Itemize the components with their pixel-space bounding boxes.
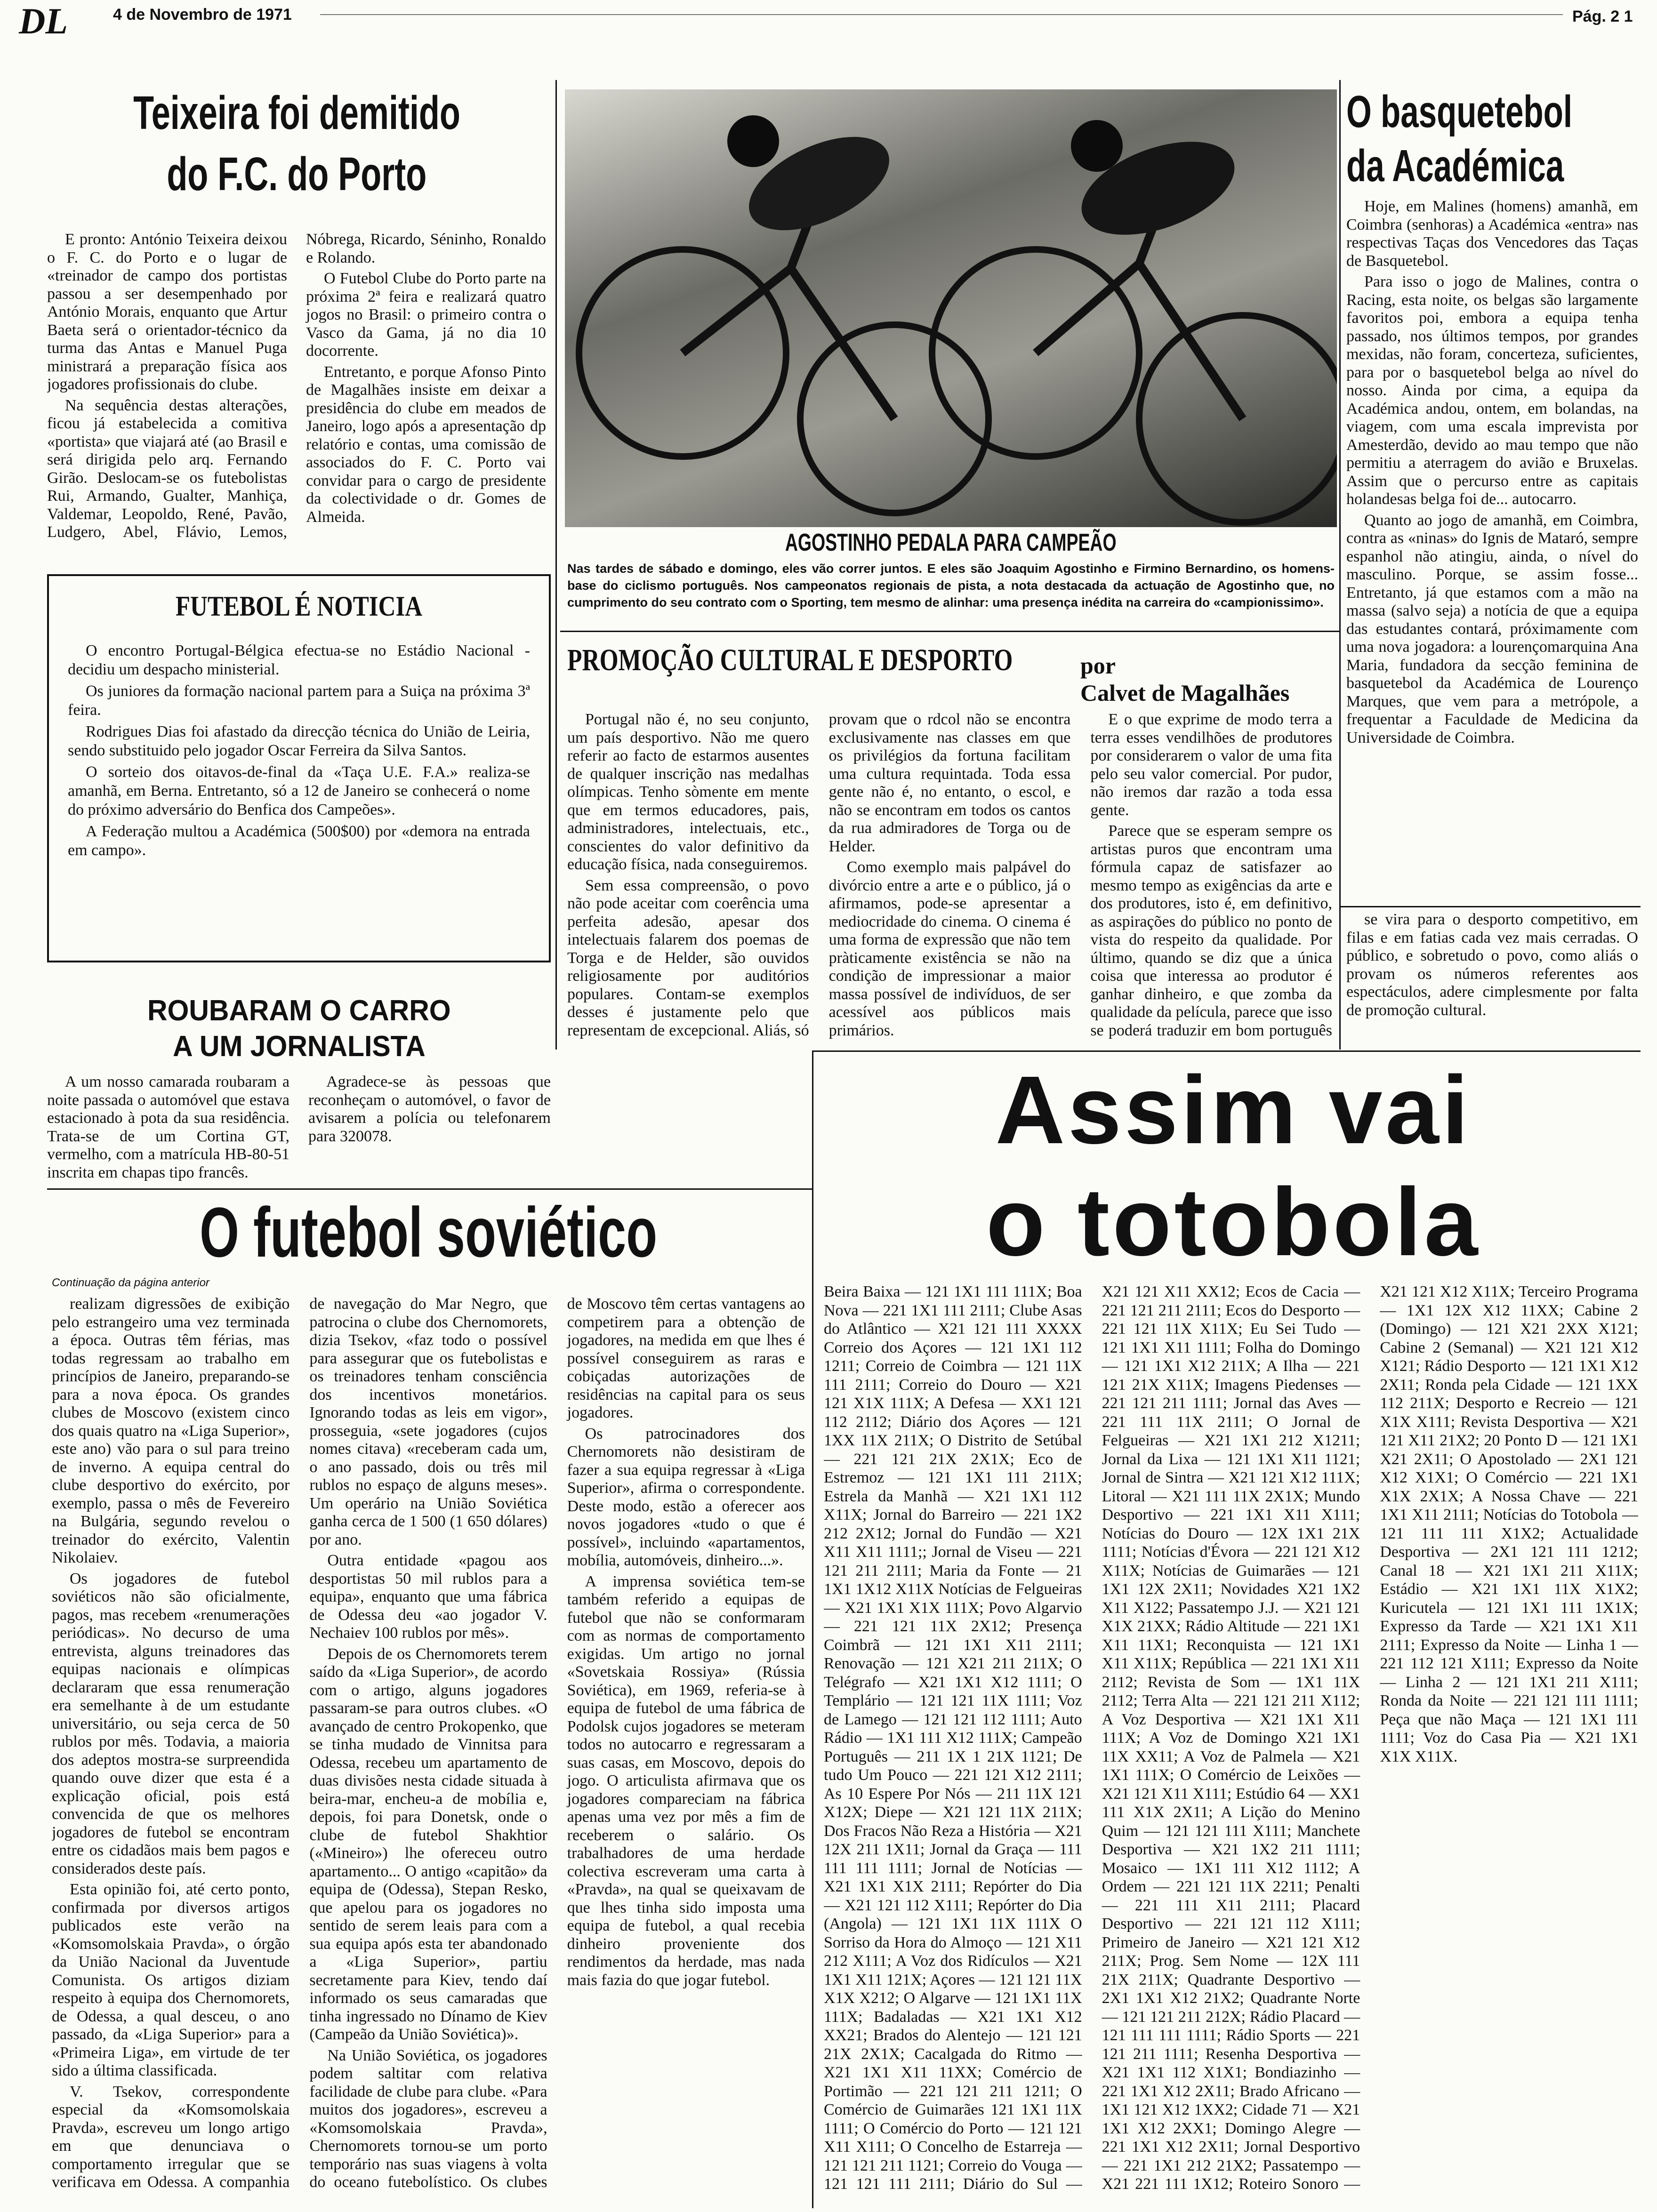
promocao-headline: PROMOÇÃO CULTURAL E DESPORTO xyxy=(567,643,1013,677)
paragraph: Como exemplo mais palpável do divórcio entre a arte e o público, já o afirmamos, pode-se apresentar a mediocridade do cinema. O cinema é uma forma de expressão que não tem pràticamente existência se não na condição de impressionar a maior massa possível de indivíduos, de ser acessível aos públicos mais primários. xyxy=(828,858,1071,1039)
news-items xyxy=(68,641,530,943)
paragraph: Outra entidade «pagou aos desportistas 50 mil rublos para a equipa», enquanto que uma fábrica de Odessa deu «ao jogador V. Nechaiev 100 rublos por mês». xyxy=(309,1552,547,1642)
article-roubaram xyxy=(47,993,551,1184)
paragraph: Os juniores da formação nacional partem para a Suiça na próxima 3ª feira. xyxy=(68,682,530,719)
section-rule xyxy=(1339,906,1641,907)
headline: da Académica xyxy=(1346,141,1564,191)
cyclists-photo xyxy=(565,89,1337,527)
byline xyxy=(1080,652,1335,706)
cyclists-image xyxy=(565,89,1337,527)
article-teixeira xyxy=(47,75,546,565)
column-rule xyxy=(812,1050,813,2208)
byline-por: por xyxy=(1080,652,1116,679)
section-rule xyxy=(560,631,1339,632)
paragraph: O sorteio dos oitavos-de-final da «Taça U.E. F.A.» realiza-se amanhã, em Berna. Entretanto, só a 12 de Janeiro se conhecerá o nome do próximo adversário do Benfica dos Campeões». xyxy=(68,763,530,818)
paragraph: O Futebol Clube do Porto parte na próxima 2ª feira e realizará quatro jogos no Brasil: o primeiro contra o Vasco da Gama, já no dia 10 docorrente. xyxy=(306,270,546,360)
paragraph: Os patrocinadores dos Chernomorets não desistiram de fazer a sua equipa regressar à «Liga Superior», afirma o correspondente. Deste modo, estão a oferecer aos novos jogadores «tudo o que é possível», incluindo «apartamentos, mobília, automóveis, dinheiro...». xyxy=(567,1425,805,1569)
sovietico-headline: O futebol soviético xyxy=(199,1193,658,1272)
headline-line-2: o totobola xyxy=(986,1168,1481,1276)
paragraph: E pronto: António Teixeira deixou o F. C. do Porto e o lugar de «treinador de campo dos portistas passou a ser desempenhado por António Morais, enquanto que Artur Baeta será o orientador-técnico da turma das Antas e Manuel Puga ministrará a preparação física aos jogadores profissionais do clube. xyxy=(47,231,287,393)
paragraph: realizam digressões de exibição pelo estrangeiro uma vez terminada a época. Outras têm férias, mas todas regressam ao trabalho em princípios de Janeiro, preparando-se para a nova época. Os grandes clubes de Moscovo (existem cinco dos quais quatro na «Liga Superior», este ano) vão para o sul para treino de inverno. A equipa central do clube desportivo do exército, por exemplo, passa o mês de Fevereiro na Bulgária, segundo revelou o treinador do exército, Valentin Nikolaiev. xyxy=(52,1295,290,1566)
promocao-continuation: se vira para o desporto competitivo, em filas e em fatias cada vez mais cerradas. O público, e sobretudo o povo, como aliás o provam os números referentes aos espectáculos, adere cimplesmente por falta de promoção cultural. xyxy=(1346,911,1638,1019)
section-rule xyxy=(47,1188,812,1190)
photo-caption: Nas tardes de sábado e domingo, eles vão correr juntos. E eles são Joaquim Agostinho e Firmino Bernardino, os homens-base do ciclismo português. Nos campeonatos regionais de pista, a nota destacada da actuação de Agostinho que, no cumprimento do seu contrato com o Sporting, tem mesmo de alinhar: uma presença inédita na carreira do «campionissimo». xyxy=(567,561,1335,609)
byline-author: Calvet de Magalhães xyxy=(1080,680,1290,706)
paragraph: Na União Soviética, os jogadores podem saltitar com relativa facilidade de clube para clube. «Para muitos dos jogadores», escreveu a «Komsomolskaia Pravda», Chernomorets tornou-se um porto temporário nas suas viagens à volta do oceano futebolístico. Os clubes de Moscovo têm certas vantagens ao competirem para a obtenção de jogadores, na medida em que lhes é possível conseguirem as raras e cobiçadas autorizações de residências na capital para os seus jogadores. xyxy=(309,1295,805,2191)
sovietico-body xyxy=(52,1295,805,2207)
paragraph: E o que exprime de modo terra a terra esses vendilhões de produtores por considerarem o valor de uma fita pelo seu valor comercial. Por pudor, não iremos dar razão a toda essa gente. xyxy=(1090,711,1332,819)
continuation-label: Continuação da página anterior xyxy=(52,1276,209,1289)
article-basquetebol xyxy=(1346,85,1638,904)
paragraph: A Federação multou a Académica (500$00) por «demora na entrada em campo». xyxy=(68,823,530,859)
paragraph: Para isso o jogo de Malines, contra o Racing, esta noite, os belgas são largamente favoritos poi, embora a equipa tenha passado, nos últimos tempos, por grandes mexidas, não foram, concerteza, suficientes, para por o basquetebol belga ao nível do nosso. Ainda por cima, a equipa da Académica andou, ontem, em bolandas, na viagem, com uma escala imprevista por Amesterdão, devido ao mau tempo que não permitiu a aterragem do avião e Bruxelas. Assim que o percurso entre as capitais holandesas belga foi de... autocarro. xyxy=(1346,273,1638,508)
totobola-headline xyxy=(819,1054,1648,1278)
paragraph: Agradece-se às pessoas que reconheçam o automóvel, o favor de avisarem a polícia ou telefonarem para 320078. xyxy=(308,1073,551,1145)
box-title: FUTEBOL É NOTICIA xyxy=(175,591,423,622)
paragraph: Portugal não é, no seu conjunto, um país desportivo. Não me quero referir ao facto de estarmos ausentes de qualquer inscrição nas medalhas olímpicas. Tenho sòmente em mente que em termos educadores, pais, administradores, intelectuais, etc., conscientes do valor definitivo da educação física, nada conseguiremos. xyxy=(567,711,809,873)
column-rule xyxy=(1339,80,1341,1050)
headline: ROUBARAM O CARRO xyxy=(147,994,451,1027)
headline: A UM JORNALISTA xyxy=(172,1030,426,1063)
promocao-body xyxy=(567,711,1332,1047)
totobola-results: Beira Baixa — 121 1X1 111 111X; Boa Nova — 221 1X1 111 2111; Clube Asas do Atlântico — X21 121 111 XXXX Correio dos Açores — 121 1X1 112 1211; Correio de Coimbra — 121 11X 111 2111; Correio do Douro — X21 121 X1X 111X; A Defesa — XX1 121 112 2112; Diário dos Açores — 121 1XX 11X 211X; O Distrito de Setúbal — 221 121 21X 2X1X; Eco de Estremoz — 121 1X1 111 211X; Estrela da Manhã — X21 1X1 112 X11X; Jornal do Barreiro — 221 1X2 212 2X12; Jornal do Fundão — X21 X11 X11 1111;; Jornal de Viseu — 221 121 211 2111; Maria da Fonte — 21 1X1 1X12 X11X Notícias de Felgueiras — X21 1X1 X1X 111X; Povo Algarvio — 221 121 11X 2X12; Presença Coimbrã — 121 1X1 X11 2111; Renovação — 121 X21 211 211X; O Telégrafo — X21 1X1 X12 1111; O Templário — 121 121 11X 1111; Voz de Lamego — 121 121 112 1111; Auto Rádio — 1X1 111 X12 111X; Campeão Português — 211 1X 1 21X 1121; De tudo Um Pouco — 221 121 X12 2111; As 10 Espere Por Nós — 211 11X 121 X12X; Diepe — X21 121 11X 211X; Dos Fracos Não Reza a História — X21 12X 211 1X11; Jornal da Graça — 111 111 111 1111; Jornal de Notícias — X21 1X1 X1X 2111; Repórter do Dia — X21 121 112 X111; Repórter do Dia (Angola) — 121 1X1 11X 111X O Sorriso da Hora do Almoço — 121 X11 212 X111; A Voz dos Ridículos — X21 1X1 X11 121X; Açores — 121 121 11X X1X X212; O Algarve — 121 1X1 11X 111X; Badaladas — X21 1X1 X12 XX21; Brados do Alentejo — 121 121 21X 2X1X; Cacalgada do Ritmo — X21 1X1 X11 11XX; Comércio de Portimão — 221 121 211 1211; O Comércio de Guimarães 121 1X1 11X 1111; O Comércio do Porto — 121 121 X11 X111; O Concelho de Estarreja — 121 121 211 1121; Correio do Vouga — 121 121 111 2111; Diário do Sul — X21 121 X11 XX12; Ecos de Cacia — 221 121 211 2111; Ecos do Desporto — 221 121 11X X11X; Eu Sei Tudo — 121 1X1 X11 1111; Folha do Domingo — 121 1X1 X12 211X; A Ilha — 221 121 21X X11X; Imagens Piedenses — 221 121 211 1111; Jornal das Aves — 221 111 11X 2111; O Jornal de Felgueiras — X21 1X1 212 X1211; Jornal da Lixa — 121 1X1 X11 1121; Jornal de Sintra — X21 121 X12 111X; Litoral — X21 111 11X 2X1X; Mundo Desportivo — 221 1X1 X11 X111; Notícias do Douro — 12X 1X1 21X 1111; Notícias d'Évora — 221 121 X12 X11X; Notícias de Guimarães — 121 1X1 12X 2X11; Novidades X21 1X2 X11 X122; Passatempo J.J. — X21 121 X1X 21XX; Rádio Altitude — 221 1X1 X11 11X1; Reconquista — 121 1X1 X11 X11X; República — 221 1X1 X11 2112; Revista de Som — 1X1 11X 2112; Terra Alta — 221 121 211 X112; A Voz Desportiva — X21 1X1 X11 111X; A Voz de Domingo X21 1X1 11X XX11; A Voz de Palmela — X21 1X1 111X; O Comércio de Leixões — X21 121 X11 X111; Estúdio 64 — XX1 111 X1X 2X11; A Lição do Menino Quim — 121 121 111 X111; Manchete Desportiva — X21 1X2 211 1111; Mosaico — 1X1 111 X12 1112; A Ordem — 221 121 11X 2211; Penalti — 221 111 X11 2111; Placard Desportivo — 221 121 112 X111; Primeiro de Janeiro — X21 121 X12 211X; Prog. Sem Nome — 12X 111 21X 211X; Quadrante Desportivo — 2X1 1X1 X12 21X2; Quadrante Norte — 121 121 211 212X; Rádio Placard — 121 111 111 1111; Rádio Sports — 221 121 211 1111; Resenha Desportiva — X21 1X1 112 X1X1; Bondiazinho — 221 1X1 X12 2X11; Brado Africano — 1X1 121 X12 1XX2; Cidade 71 — X21 1X1 X12 2XX1; Domingo Alegre — 221 1X1 X12 2X11; Jornal Desportivo — 221 1X1 212 21X2; Passatempo — X21 221 111 1X12; Roteiro Sonoro — X21 121 X12 X11X; Terceiro Programa — 1X1 12X X12 11XX; Cabine 2 (Domingo) — 121 X21 2XX X121; Cabine 2 (Semanal) — X21 121 X12 X121; Rádio Desporto — 121 1X1 X12 2X11; Ronda pela Cidade — 121 1XX 112 211X; Desporto e Recreio — 121 X1X X111; Revista Desportiva — X21 121 X11 21X2; 20 Ponto D — 121 1X1 X21 2X11; O Apostolado — 2X1 121 X12 X1X1; O Comércio — 221 1X1 X1X 2X1X; A Nossa Chave — 221 1X1 X11 2111; Notícias do Totobola — 121 111 111 X1X2; Actualidade Desportiva — 2X1 121 111 1212; Canal 18 — X21 1X1 211 X11X; Estádio — X21 1X1 11X X1X2; Kuricutela — 121 1X1 111 1X1X; Expresso da Tarde — X21 1X1 X11 2111; Expresso da Noite — Linha 1 — 221 112 121 X111; Expresso da Noite — Linha 2 — 121 1X1 211 X111; Ronda da Noite — 221 121 111 1111; Peça que não Maça — 121 1X1 111 1111; Voz do Casa Pia — X21 1X1 X1X X11X. xyxy=(824,1283,1638,2193)
headline: do F.C. do Porto xyxy=(167,148,426,200)
column-rule xyxy=(555,80,557,1050)
headline: Teixeira foi demitido xyxy=(133,87,460,139)
paragraph: Quanto ao jogo de amanhã, em Coimbra, contra as «ninas» do Ignis de Mataró, sempre espanhol não atingiu, ainda, o nível do masculino. Porque, se assim fosse... Entretanto, já que estamos com a mão na massa (salvo seja) a notícia de que a equipa das estudantes contará, próximamente com uma nova jogadora: a lourençomarquina Ana Maria, fundadora da secção feminina de basquetebol da Académica de Lourenço Marques, que vem para a metrópole, a frequentar a Faculdade de Medicina da Universidade de Coimbra. xyxy=(1346,511,1638,746)
paragraph: V. Tsekov, correspondente especial da «Komsomolskaia Pravda», escreveu um longo artigo em que denunciava o comportamento irregular que se verificava em Odessa. A companhia de navegação do Mar Negro, que patrocina o clube dos Chernomorets, dizia Tsekov, «faz todo o possível para assegurar que os futebolistas e os treinadores tenham consciência dos incentivos monetários. Ignorando todas as leis em vigor», prosseguia, «sete jogadores (cujos nomes citava) «receberam cada um, o ano passado, dois ou três mil rublos no espaço de alguns meses». Um operário na União Soviética ganha cerca de 1 500 (1 650 dólares) por ano. xyxy=(52,1295,547,2191)
paragraph: Os jogadores de futebol soviéticos não são oficialmente, pagos, mas recebem «renumerações periódicas». No decurso de uma entrevista, alguns treinadores das equipas nacionais e olímpicas declararam que essa renumeração era semelhante à de um estudante universitário, ou seja cerca de 50 rublos por mês. Todavia, a maioria dos adeptos mostra-se surpreendida quando ouve dizer que esta é a explicação oficial, pois está convencida de que os melhores jogadores de futebol se encontram entre os cidadãos mais bem pagos e considerados deste país. xyxy=(52,1570,290,1877)
paragraph: Depois de os Chernomorets terem saído da «Liga Superior», de acordo com o artigo, alguns jogadores passaram-se para outros clubes. «O avançado de centro Prokopenko, que se tinha mudado de Vinnitsa para Odessa, recebeu um apartamento de duas divisões nesta cidade situada à beira-mar, encheu-a de mobília e, depois, foi para Donetsk, onde o clube de futebol Shakhtior («Mineiro») lhe ofereceu outro apartamento... O antigo «capitão» da equipa de (Odessa), Stepan Resko, que apelou para os jogadores no sentido de serem leais para com a sua equipa após esta ter abandonado a «Liga Superior», partiu secretamente para Kiev, tendo daí informado os seus camaradas que tinha ingressado no Dínamo de Kiev (Campeão da União Soviética)». xyxy=(309,1645,547,2043)
paragraph: Rodrigues Dias foi afastado da direcção técnica do União de Leiria, sendo substituido pelo jogador Oscar Ferreira da Silva Santos. xyxy=(68,723,530,759)
article-body xyxy=(47,231,546,560)
paragraph: O encontro Portugal-Bélgica efectua-se no Estádio Nacional - decidiu um despacho ministerial. xyxy=(68,642,530,678)
paragraph: Sem essa compreensão, o povo não pode aceitar com coerência uma perfeita adesão, apesar dos intelectuais falarem dos poemas de Torga e de Helder, são ouvidos religiosamente por auditórios populares. Contam-se exemplos desses é justamente pelo que representam de excepcional. Aliás, só provam que o rdcol não se encontra exclusivamente nas classes em que os privilégios da fortuna facilitam uma cultura requintada. Toda essa gente não é, no entanto, o escol, e não se encontram em todos os cantos da rua admiradores de Torga ou de Helder. xyxy=(567,711,1071,1039)
paragraph: A imprensa soviética tem-se também referido a equipas de futebol que não se conformaram com as normas de comportamento exigidas. Um artigo no jornal «Sovetskaia Rossiya» (Rússia Soviética), em 1969, referia-se à equipa de futebol de uma fábrica de Podolsk cujos jogadores se meteram todos no autocarro e regressaram a suas casas, em Moscovo, depois do jogo. O articulista afirmava que os jogadores compareciam na fábrica apenas uma vez por mês a fim de receberem o salário. Os trabalhadores de uma herdade colectiva escreveram uma carta à «Pravda», na qual se queixavam de que lhes tinha sido imposta uma equipa de futebol, a qual recebia dinheiro proveniente dos rendimentos da herdade, mas nada mais fazia do que jogar futebol. xyxy=(567,1572,805,1989)
paragraph: Hoje, em Malines (homens) amanhã, em Coimbra (senhoras) a Académica «entra» nas respectivas Taças dos Vencedores das Taças de Basquetebol. xyxy=(1346,198,1638,270)
masthead-logo: DL xyxy=(19,0,68,41)
issue-date: 4 de Novembro de 1971 xyxy=(113,6,292,24)
paragraph: Entretanto, e porque Afonso Pinto de Magalhães insiste em deixar a presidência do clube em meados de Janeiro, logo após a apresentação dp relatório e contas, uma comissão de associados do F. C. Porto vai convidar para o cargo de presidente da colectividade o dr. Gomes de Almeida. xyxy=(306,363,546,526)
paragraph: Esta opinião foi, até certo ponto, confirmada por diversos artigos publicados este verão na «Komsomolskaia Pravda», o órgão da União Nacional da Juventude Comunista. Os artigos diziam respeito à equipa dos Chernomorets, de Odessa, a qual desceu, o ano passado, da «Liga Superior» para a «Primeira Liga», em virtude de ter sido a última classificada. xyxy=(52,1881,290,2079)
article-body xyxy=(47,1073,551,1184)
page-number: Pág. 2 1 xyxy=(1572,8,1633,25)
article-body xyxy=(1346,198,1638,904)
section-rule xyxy=(812,1050,1641,1052)
headline-line-1: Assim vai xyxy=(995,1056,1472,1164)
paragraph: Parece que se esperam sempre os artistas puros que encontram uma fórmula capaz de satisfazer ao mesmo tempo as exigências da arte e dos produtores, isto é, em definitivo, as aspirações do público no ponto de vista do respeito da qualidade. Por último, quando se diz que a única coisa que interessa ao produtor é ganhar dinheiro, e que zomba da qualidade da película, parece que isso se poderá traduzir em bom português xyxy=(1090,822,1332,1039)
photo-headline: AGOSTINHO PEDALA PARA CAMPEÃO xyxy=(785,529,1117,556)
futebol-noticia-box xyxy=(47,574,551,962)
paragraph: Na sequência destas alterações, ficou já estabelecida a comitiva «portista» que viajará até (ao Brasil e será dirigida pelo arq. Fernando Girão. Deslocam-se os futebolistas Rui, Armando, Gualter, Manhiça, Valdemar, Leopoldo, René, Pavão, Ludgero, Abel, Flávio, Lemos, Nóbrega, Ricardo, Séninho, Ronaldo e Rolando. xyxy=(47,231,546,541)
paragraph: A um nosso camarada roubaram a noite passada o automóvel que estava estacionado à pota da sua residência. Trata-se de um Cortina GT, vermelho, com a matrícula HB-80-51 inscrita em chapas tipo francês. xyxy=(47,1073,290,1181)
header-rule xyxy=(320,14,1563,15)
headline: O basquetebol xyxy=(1346,87,1573,137)
